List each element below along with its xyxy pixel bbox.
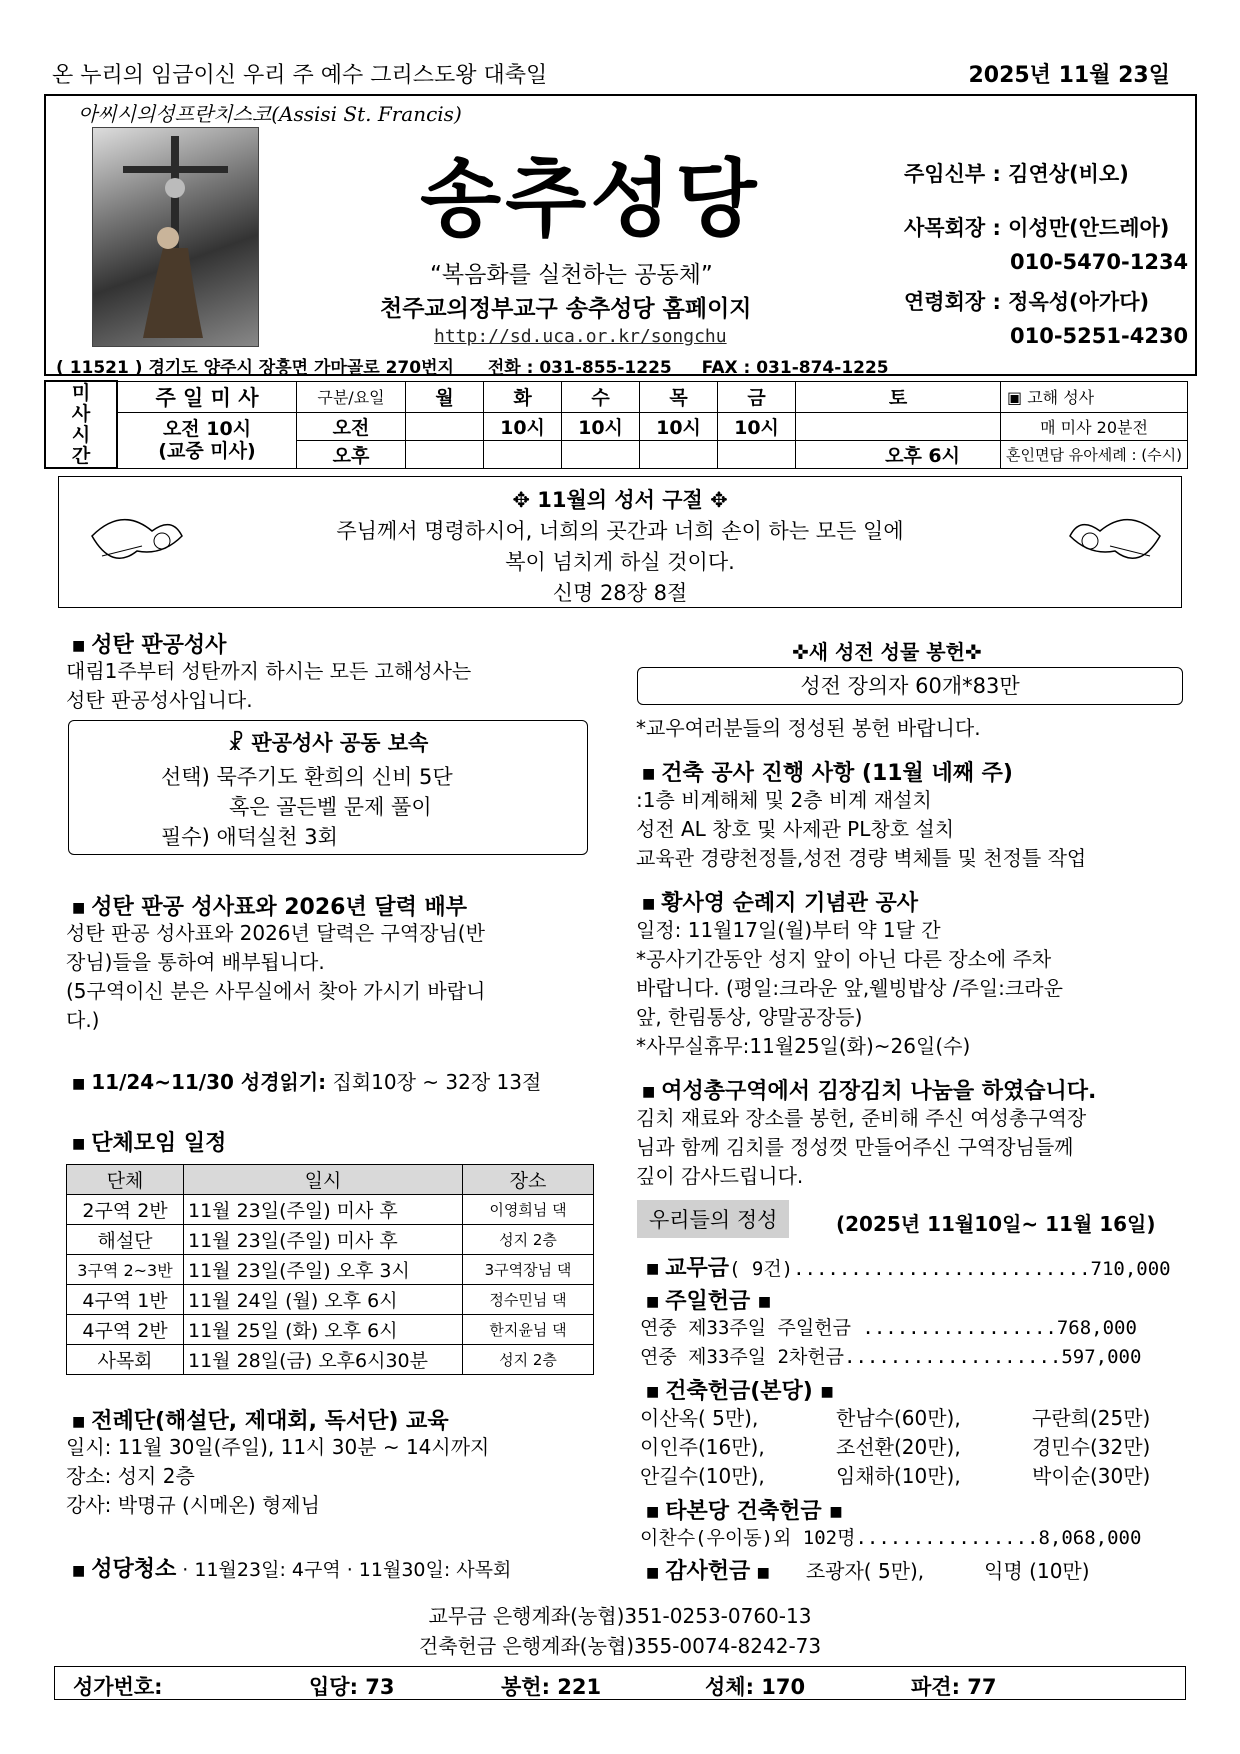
sunday-offering-row1: 연중 제33주일 주일헌금 .................768,000 bbox=[640, 1317, 1137, 1339]
verse-line1: 주님께서 명령하시어, 너희의 곳간과 너희 손이 하는 모든 일에 bbox=[336, 519, 904, 543]
day-sat: 토 bbox=[796, 381, 1001, 412]
kimchi-line1: 김치 재료와 장소를 봉헌, 준비해 주신 여성총구역장 bbox=[636, 1106, 1087, 1130]
tue-afternoon bbox=[484, 440, 562, 468]
day-mon: 월 bbox=[406, 381, 484, 412]
mon-afternoon bbox=[406, 440, 484, 468]
liturgy-date: 일시: 11월 30일(주일), 11시 30분 ~ 14시까지 bbox=[66, 1435, 490, 1459]
sunday-mass-label: 주 일 미 사 bbox=[117, 381, 297, 412]
calendar-text1: 성탄 판공 성사표와 2026년 달력은 구역장님(반 bbox=[66, 921, 485, 945]
offering-period: (2025년 11월10일~ 11월 16일) bbox=[836, 1212, 1156, 1236]
hymn-label: 성가번호: bbox=[73, 1675, 163, 1699]
memorial-line2: *공사기간동안 성지 앞이 아닌 다른 장소에 주차 bbox=[636, 947, 1052, 971]
list-item: 이인주(16만), 조선환(20만), 경민수(32만) bbox=[640, 1435, 1151, 1459]
hymn-numbers-box bbox=[54, 1666, 1186, 1700]
mass-schedule-table bbox=[44, 380, 1188, 469]
penance-line3: 필수) 애덕실천 3회 bbox=[161, 825, 338, 849]
table-row: 사목회 11월 28일(금) 오후6시30분 성지 2층 bbox=[67, 1345, 594, 1375]
bible-reading-title: 11/24~11/30 성경읽기: bbox=[91, 1070, 327, 1094]
hymn-communion: 성체: 170 bbox=[705, 1675, 806, 1699]
crucifix-icon bbox=[93, 128, 258, 346]
memorial-line3: 바랍니다. (평일:크라운 앞,웰빙밥상 /주일:크라운 bbox=[636, 976, 1063, 1000]
afternoon-label: 오후 bbox=[297, 440, 406, 468]
table-row: 해설단 11월 23일(주일) 미사 후 성지 2층 bbox=[67, 1225, 594, 1255]
liturgy-place: 장소: 성지 2층 bbox=[66, 1464, 195, 1488]
cleaning-title: 성당청소 bbox=[91, 1557, 177, 1582]
wed-morning: 10시 bbox=[562, 412, 640, 440]
header-datetime: 일시 bbox=[184, 1165, 463, 1195]
confession-time: 매 미사 20분전 bbox=[1001, 412, 1188, 440]
sunday-offering-row2: 연중 제33주일 2차헌금...................597,000 bbox=[640, 1346, 1142, 1368]
penance-box bbox=[68, 720, 588, 855]
homepage-label: 천주교의정부교구 송추성당 홈페이지 bbox=[380, 296, 752, 322]
header-group: 단체 bbox=[67, 1165, 184, 1195]
confession-title: ▣ 고해 성사 bbox=[1001, 381, 1188, 412]
hymn-dismissal: 파견: 77 bbox=[911, 1675, 997, 1699]
calendar-distribution-title: ■ 성탄 판공 성사표와 2026년 달력 배부 bbox=[72, 895, 468, 920]
patron-saint: 아씨시의성프란치스코(Assisi St. Francis) bbox=[78, 102, 462, 126]
verse-title: ✥ 11월의 성서 구절 ✥ bbox=[512, 488, 728, 512]
group-schedule-table bbox=[66, 1164, 594, 1375]
wed-afternoon bbox=[562, 440, 640, 468]
church-cleaning: ■ 성당청소 · 11월23일: 4구역 · 11월30일: 사목회 bbox=[72, 1557, 512, 1582]
liturgy-education-title: ■ 전례단(해설단, 제대회, 독서단) 교육 bbox=[72, 1409, 449, 1434]
header-place: 장소 bbox=[463, 1165, 594, 1195]
calendar-text3: (5구역이신 분은 사무실에서 찾아 가시기 바랍니 bbox=[66, 979, 486, 1003]
memorial-line4: 앞, 한림통상, 양말공장등) bbox=[636, 1005, 863, 1029]
fri-afternoon bbox=[718, 440, 796, 468]
thanks-2: 익명 (10만) bbox=[984, 1559, 1090, 1583]
homepage-link[interactable]: http://sd.uca.or.kr/songchu bbox=[434, 326, 727, 347]
monthly-verse-box bbox=[58, 476, 1182, 608]
construction-title: ■ 건축 공사 진행 사항 (11월 네째 주) bbox=[642, 761, 1013, 786]
bible-reading-range: 집회10장 ~ 32장 13절 bbox=[332, 1070, 542, 1094]
angel-ornament-left-icon bbox=[82, 496, 192, 586]
new-goods-note: *교우여러분들의 정성된 봉헌 바랍니다. bbox=[636, 716, 981, 740]
kimchi-line3: 깊이 감사드립니다. bbox=[636, 1164, 804, 1188]
memorial-line5: *사무실휴무:11월25일(화)~26일(수) bbox=[636, 1034, 971, 1058]
sat-morning bbox=[796, 412, 1001, 440]
verse-reference: 신명 28장 8절 bbox=[552, 581, 688, 605]
tue-morning: 10시 bbox=[484, 412, 562, 440]
group-table-header bbox=[67, 1165, 594, 1195]
calendar-text2: 장님)들을 통하여 배부됩니다. bbox=[66, 950, 325, 974]
christmas-confession-text2: 성탄 판공성사입니다. bbox=[66, 688, 253, 712]
cleaning-text: · 11월23일: 4구역 · 11월30일: 사목회 bbox=[182, 1559, 512, 1581]
feast-title: 온 누리의 임금이신 우리 주 예수 그리스도왕 대축일 bbox=[52, 63, 548, 88]
mon-morning bbox=[406, 412, 484, 440]
calendar-text4: 다.) bbox=[66, 1008, 100, 1032]
address: ( 11521 ) 경기도 양주시 장흥면 가마골로 270번지 bbox=[56, 358, 454, 378]
christmas-confession-title: ■ 성탄 판공성사 bbox=[72, 633, 227, 658]
address-line bbox=[56, 353, 889, 378]
church-fee-title: 교무금 bbox=[665, 1256, 729, 1281]
offering-label: 우리들의 정성 bbox=[637, 1200, 789, 1238]
bank-account-2: 건축헌금 은행계좌(농협)355-0074-8242-73 bbox=[418, 1634, 822, 1658]
consult-note: 혼인면담 유아세례 : (수시) bbox=[1001, 440, 1188, 468]
day-wed: 수 bbox=[562, 381, 640, 412]
verse-line2: 복이 넘치게 하실 것이다. bbox=[505, 550, 735, 574]
liturgy-lecturer: 강사: 박명규 (시메온) 형제님 bbox=[66, 1493, 320, 1517]
building-fund-list bbox=[640, 1404, 1180, 1491]
thu-afternoon bbox=[640, 440, 718, 468]
hymn-entrance: 입당: 73 bbox=[309, 1675, 395, 1699]
construction-line2: 성전 AL 창호 및 사제관 PL창호 설치 bbox=[636, 817, 955, 841]
penance-title: ☧ 판공성사 공동 보속 bbox=[227, 731, 429, 755]
angel-ornament-right-icon bbox=[1060, 496, 1170, 586]
council-phone: 010-5470-1234 bbox=[1010, 250, 1189, 274]
mass-side-label: 미 사 시 간 bbox=[45, 381, 117, 468]
construction-line1: :1층 비계해체 및 2층 비계 재설치 bbox=[636, 788, 932, 812]
table-row: 4구역 1반 11월 24일 (월) 오후 6시 정수민님 댁 bbox=[67, 1285, 594, 1315]
penance-line2: 혹은 골든벨 문제 풀이 bbox=[229, 795, 432, 819]
church-fee-row: ■ 교무금( 9건)..........................710,000 bbox=[646, 1256, 1171, 1281]
thanks-1: 조광자( 5만), bbox=[805, 1559, 925, 1583]
table-row: 2구역 2반 11월 23일(주일) 미사 후 이영희님 댁 bbox=[67, 1195, 594, 1225]
thu-morning: 10시 bbox=[640, 412, 718, 440]
church-name: 송추성당 bbox=[420, 150, 761, 248]
other-parish-title: ■ 타본당 건축헌금 ■ bbox=[646, 1499, 843, 1524]
group-schedule-title: ■ 단체모임 일정 bbox=[72, 1131, 227, 1156]
kimchi-line2: 님과 함께 김치를 정성껏 만들어주신 구역장님들께 bbox=[636, 1135, 1074, 1159]
kimchi-title: ■ 여성총구역에서 김장김치 나눔을 하였습니다. bbox=[642, 1079, 1097, 1104]
federation-phone: 010-5251-4230 bbox=[1010, 324, 1189, 348]
bank-account-1: 교무금 은행계좌(농협)351-0253-0760-13 bbox=[428, 1604, 812, 1628]
day-thu: 목 bbox=[640, 381, 718, 412]
day-tue: 화 bbox=[484, 381, 562, 412]
sunday-mass-time: 오전 10시 (교중 미사) bbox=[117, 412, 297, 468]
day-fri: 금 bbox=[718, 381, 796, 412]
table-row: 3구역 2~3반 11월 23일(주일) 오후 3시 3구역장님 댁 bbox=[67, 1255, 594, 1285]
phone: 전화 : 031-855-1225 bbox=[487, 358, 672, 378]
pastor: 주임신부 : 김연상(비오) bbox=[904, 162, 1129, 186]
building-fund-title: ■ 건축헌금(본당) ■ bbox=[646, 1379, 834, 1404]
memorial-hall-title: ■ 황사영 순례지 기념관 공사 bbox=[642, 891, 918, 916]
fax: FAX : 031-874-1225 bbox=[701, 358, 889, 378]
motto: “복음화를 실천하는 공동체” bbox=[430, 262, 713, 288]
new-goods-title: ✜새 성전 성물 봉헌✜ bbox=[792, 640, 982, 664]
memorial-line1: 일정: 11월17일(월)부터 약 1달 간 bbox=[636, 918, 941, 942]
morning-label: 오전 bbox=[297, 412, 406, 440]
sat-afternoon: 오후 6시 bbox=[796, 440, 1001, 468]
other-parish-row: 이찬수(우이동)외 102명................8,068,000 bbox=[640, 1527, 1142, 1549]
council-president: 사목회장 : 이성만(안드레아) bbox=[904, 216, 1170, 240]
christmas-confession-text1: 대림1주부터 성탄까지 하시는 모든 고해성사는 bbox=[66, 659, 472, 683]
list-item: 안길수(10만), 임채하(10만), 박이순(30만) bbox=[640, 1464, 1151, 1488]
thanks-offering: ■ 감사헌금 ■ 조광자( 5만), 익명 (10만) bbox=[646, 1559, 1090, 1584]
bible-reading: ■ 11/24~11/30 성경읽기: 집회10장 ~ 32장 13절 bbox=[72, 1070, 542, 1094]
federation-president: 연령회장 : 정옥성(아가다) bbox=[904, 290, 1150, 314]
sunday-offering-title: ■ 주일헌금 ■ bbox=[646, 1289, 772, 1314]
hymn-offertory: 봉헌: 221 bbox=[501, 1675, 602, 1699]
thanks-title: 감사헌금 bbox=[665, 1559, 751, 1584]
list-item: 이산옥( 5만), 한남수(60만), 구란희(25만) bbox=[640, 1406, 1151, 1430]
new-goods-box: 성전 장의자 60개*83만 bbox=[637, 667, 1183, 705]
fri-morning: 10시 bbox=[718, 412, 796, 440]
church-fee-value: ( 9건)..........................710,000 bbox=[729, 1258, 1171, 1280]
division-label: 구분/요일 bbox=[297, 381, 406, 412]
bulletin-date: 2025년 11월 23일 bbox=[968, 63, 1170, 88]
saint-painting bbox=[92, 127, 259, 347]
penance-line1: 선택) 묵주기도 환희의 신비 5단 bbox=[161, 765, 453, 789]
table-row: 4구역 2반 11월 25일 (화) 오후 6시 한지윤님 댁 bbox=[67, 1315, 594, 1345]
construction-line3: 교육관 경량천정틀,성전 경량 벽체틀 및 천정틀 작업 bbox=[636, 846, 1087, 870]
